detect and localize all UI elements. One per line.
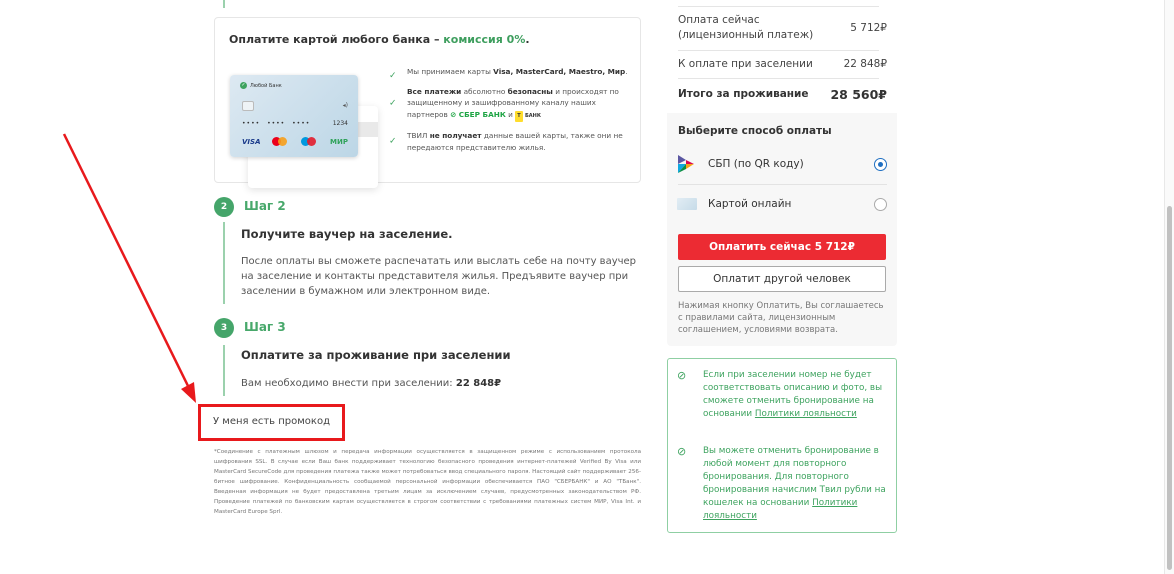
summary-row-pay-now: Оплата сейчас (лицензионный платеж) 5 712₽ xyxy=(678,14,887,41)
loyalty-policy-box xyxy=(667,358,897,533)
maestro-logo-icon xyxy=(301,137,319,146)
card-payment-title: Оплатите картой любого банка – комиссия 0%. xyxy=(229,33,530,46)
check-circle-icon: ⊘ xyxy=(677,445,687,458)
card-icon xyxy=(677,198,697,210)
payment-option-sbp[interactable] xyxy=(678,146,887,182)
step-2-line xyxy=(223,222,225,304)
check-icon: ✓ xyxy=(389,98,397,108)
contactless-icon: ◂) xyxy=(342,102,348,109)
step-2-title: Шаг 2 xyxy=(244,199,286,213)
payment-option-card[interactable] xyxy=(678,186,887,222)
policy-item: ⊘ Вы можете отменить бронирование в любой момент для повторного бронирования. Для повторного бронирования начислим Твил рубли на кошелек на основании Политики лояльности xyxy=(677,445,886,521)
step-3-badge: 3 xyxy=(214,318,234,338)
commission-highlight: комиссия 0% xyxy=(443,33,526,46)
payment-option-label: Картой онлайн xyxy=(708,198,792,210)
card-number-mask: •••• •••• •••• xyxy=(242,120,311,127)
check-circle-icon: ✓ xyxy=(241,82,246,88)
sbp-icon xyxy=(678,155,694,173)
checkin-amount: 22 848₽ xyxy=(455,378,502,389)
card-number-end: 1234 xyxy=(332,120,348,127)
chip-icon xyxy=(242,101,254,111)
tbank-logo-icon: Т xyxy=(515,111,522,123)
other-payer-button[interactable]: Оплатит другой человек xyxy=(678,266,886,292)
loyalty-policy-link[interactable]: Политики лояльности xyxy=(754,409,857,419)
legal-disclaimer: *Соединение с платежным шлюзом и передача информации осуществляется в защищенном режиме с использованием протокола шифрования SSL. В случае если Ваш банк поддерживает технологию безопасного проведения интернет-платежей Verified By Visa или MasterCard SecureCode для проведения платежа также может потребоваться ввод специального пароля. Настоящий сайт поддерживает 256-битное шифрование. Конфиденциальность сообщаемой персональной информации обеспечивается ПАО "СБЕРБАНК" и АО "ТБанк". Введенная информация не будет предоставлена третьим лицам за исключением случаев, предусмотренных законодательством РФ. Проведение платежей по банковским картам осуществляется в строгом соответствии с требованиями платежных систем МИР, Visa Int. и MasterCard Europe Sprl. xyxy=(214,449,641,515)
step-2-heading: Получите ваучер на заселение. xyxy=(241,227,453,241)
step-3-text: Вам необходимо внести при заселении: 22 848₽ xyxy=(241,378,502,389)
card-bank-label: ✓ Любой Банк xyxy=(241,82,282,89)
feature-item: ✓ Мы принимаем карты Visa, MasterCard, Maestro, Мир. xyxy=(389,67,628,81)
card-logos xyxy=(242,137,348,146)
check-icon: ✓ xyxy=(389,71,397,81)
payment-method-title: Выберите способ оплаты xyxy=(678,125,832,137)
policy-item: ⊘ Если при заселении номер не будет соответствовать описанию и фото, вы сможете отменить бронирование на основании Политики лояльности xyxy=(677,369,883,419)
step-3-line xyxy=(223,345,225,396)
loyalty-policy-link[interactable]: Политики лояльности xyxy=(703,498,858,521)
summary-row-total: Итого за проживание 28 560₽ xyxy=(678,86,887,102)
payment-option-label: СБП (по QR коду) xyxy=(708,158,804,170)
sberbank-logo: ⊘ СБЕР БАНК xyxy=(450,109,506,119)
mir-logo-icon: МИР xyxy=(330,137,348,146)
summary-row-checkin: К оплате при заселении 22 848₽ xyxy=(678,58,887,70)
card-payment-info xyxy=(214,17,641,183)
feature-item: ✓ ТВИЛ не получает данные вашей карты, также они не передаются представителю жилья. xyxy=(389,131,623,152)
step-3-title: Шаг 3 xyxy=(244,320,286,334)
annotation-highlight-box xyxy=(198,404,345,441)
step-2-text: После оплаты вы сможете распечатать или выслать себе на почту ваучер на заселение и контакты представителя жилья. Предъявите ваучер при заселении в бумажном или электронном виде. xyxy=(241,256,637,297)
mastercard-logo-icon xyxy=(272,137,290,146)
visa-logo-icon: VISA xyxy=(242,137,261,146)
card-illustration xyxy=(230,75,358,157)
payment-features-list xyxy=(389,66,634,161)
scrollbar-thumb[interactable] xyxy=(1167,206,1172,570)
check-circle-icon: ⊘ xyxy=(677,369,687,382)
check-icon: ✓ xyxy=(389,135,397,146)
radio-sbp[interactable] xyxy=(874,158,887,171)
step-1-line xyxy=(223,0,225,8)
step-2-badge: 2 xyxy=(214,197,234,217)
pay-agreement-note: Нажимая кнопку Оплатить, Вы соглашаетесь с правилами сайта, лицензионным соглашением, условиями возврата. xyxy=(678,301,884,335)
feature-item: ✓ Все платежи абсолютно безопасны и происходят по защищенному и зашифрованному каналу наших партнеров ⊘ СБЕР БАНК и Т БАНК xyxy=(389,86,634,123)
promo-code-link[interactable]: У меня есть промокод xyxy=(213,416,330,427)
order-summary-card xyxy=(667,0,897,346)
step-3-heading: Оплатите за проживание при заселении xyxy=(241,348,511,362)
radio-card[interactable] xyxy=(874,198,887,211)
pay-now-button[interactable]: Оплатить сейчас 5 712₽ xyxy=(678,234,886,260)
